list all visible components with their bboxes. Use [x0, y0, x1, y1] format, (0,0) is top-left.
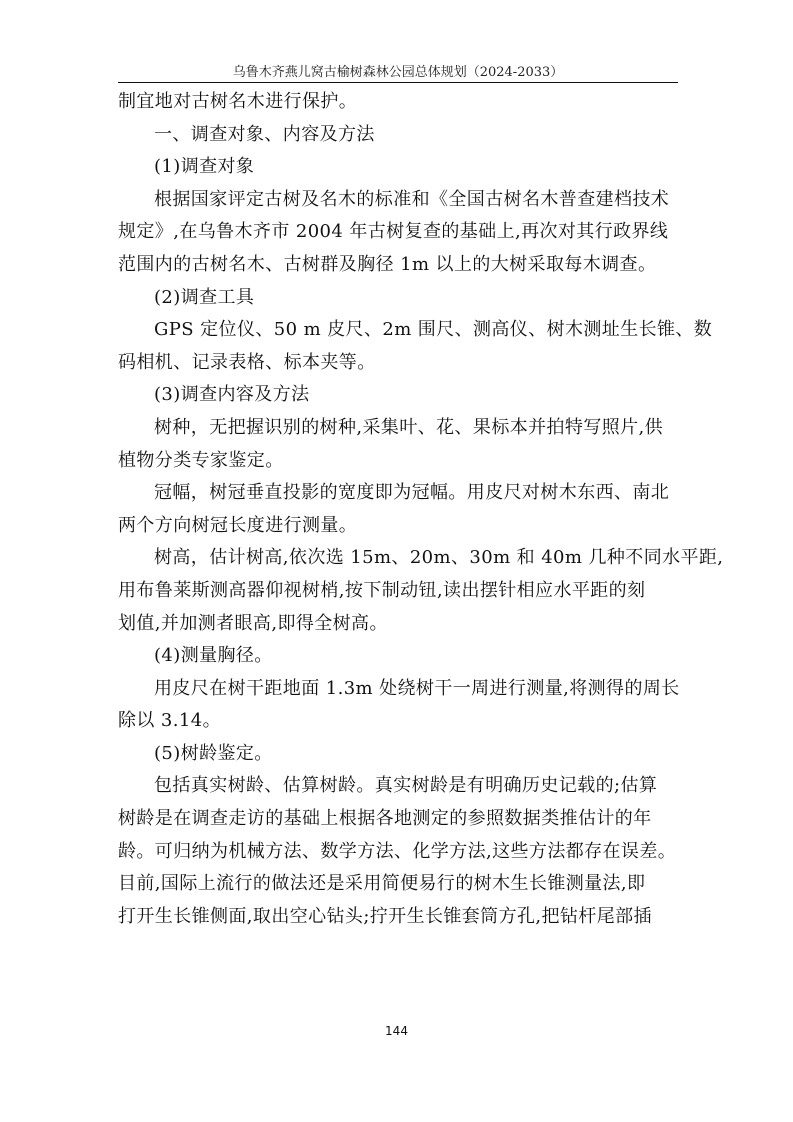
body-text-line: 用布鲁莱斯测高器仰视树梢,按下制动钮,读出摆针相应水平距的刻 — [118, 579, 646, 601]
body-text-line: 冠幅，树冠垂直投影的宽度即为冠幅。用皮尺对树木东西、南北 — [154, 482, 670, 504]
body-text-line: 植物分类专家鉴定。 — [118, 449, 284, 471]
body-text-line: 根据国家评定古树及名木的标准和《全国古树名木普查建档技术 — [154, 188, 670, 210]
body-text-line: 划值,并加测者眼高,即得全树高。 — [118, 612, 388, 634]
body-text-line: 目前,国际上流行的做法还是采用简便易行的树木生长锥测量法,即 — [118, 873, 646, 895]
page-number: 144 — [385, 1024, 408, 1038]
body-text-line: GPS 定位仪、50 m 皮尺、2m 围尺、测高仪、树木测址生长锥、数 — [154, 319, 713, 341]
body-text-line: (2)调查工具 — [154, 286, 255, 308]
body-text-line: 树种，无把握识别的树种,采集叶、花、果标本并拍特写照片,供 — [154, 416, 664, 438]
body-text-line: 用皮尺在树干距地面 1.3m 处绕树干一周进行测量,将测得的周长 — [154, 677, 680, 699]
body-text-line: 包括真实树龄、估算树龄。真实树龄是有明确历史记载的;估算 — [154, 775, 658, 797]
document-body — [118, 86, 724, 933]
body-text-line: 龄。可归纳为机械方法、数学方法、化学方法,这些方法都存在误差。 — [118, 840, 677, 862]
body-text-line: 码相机、记录表格、标本夹等。 — [118, 351, 376, 373]
body-text-line: 规定》,在乌鲁木齐市 2004 年古树复查的基础上,再次对其行政界线 — [118, 221, 669, 243]
running-header: 乌鲁木齐燕儿窝古榆树森林公园总体规划（2024-2033） — [232, 65, 564, 80]
body-text-line: 两个方向树冠长度进行测量。 — [118, 514, 358, 536]
header-divider — [118, 82, 678, 83]
body-text-line: 打开生长锥侧面,取出空心钻头;拧开生长锥套筒方孔,把钻杆尾部插 — [118, 905, 652, 927]
body-text-line: 范围内的古树名木、古树群及胸径 1m 以上的大树采取每木调查。 — [118, 253, 657, 275]
body-text-line: 制宜地对古树名木进行保护。 — [118, 91, 358, 112]
body-text-line: 树高，估计树高,依次选 15m、20m、30m 和 40m 几种不同水平距, — [154, 547, 724, 569]
body-text-line: 一、调查对象、内容及方法 — [154, 123, 375, 145]
body-text-line: 树龄是在调查走访的基础上根据各地测定的参照数据类推估计的年 — [118, 808, 652, 830]
body-text-line: (1)调查对象 — [154, 156, 255, 178]
body-text-line: (3)调查内容及方法 — [154, 384, 310, 406]
body-text-line: (5)树龄鉴定。 — [154, 742, 273, 764]
body-text-line: 除以 3.14。 — [118, 710, 221, 732]
body-text-line: (4)测量胸径。 — [154, 645, 273, 667]
